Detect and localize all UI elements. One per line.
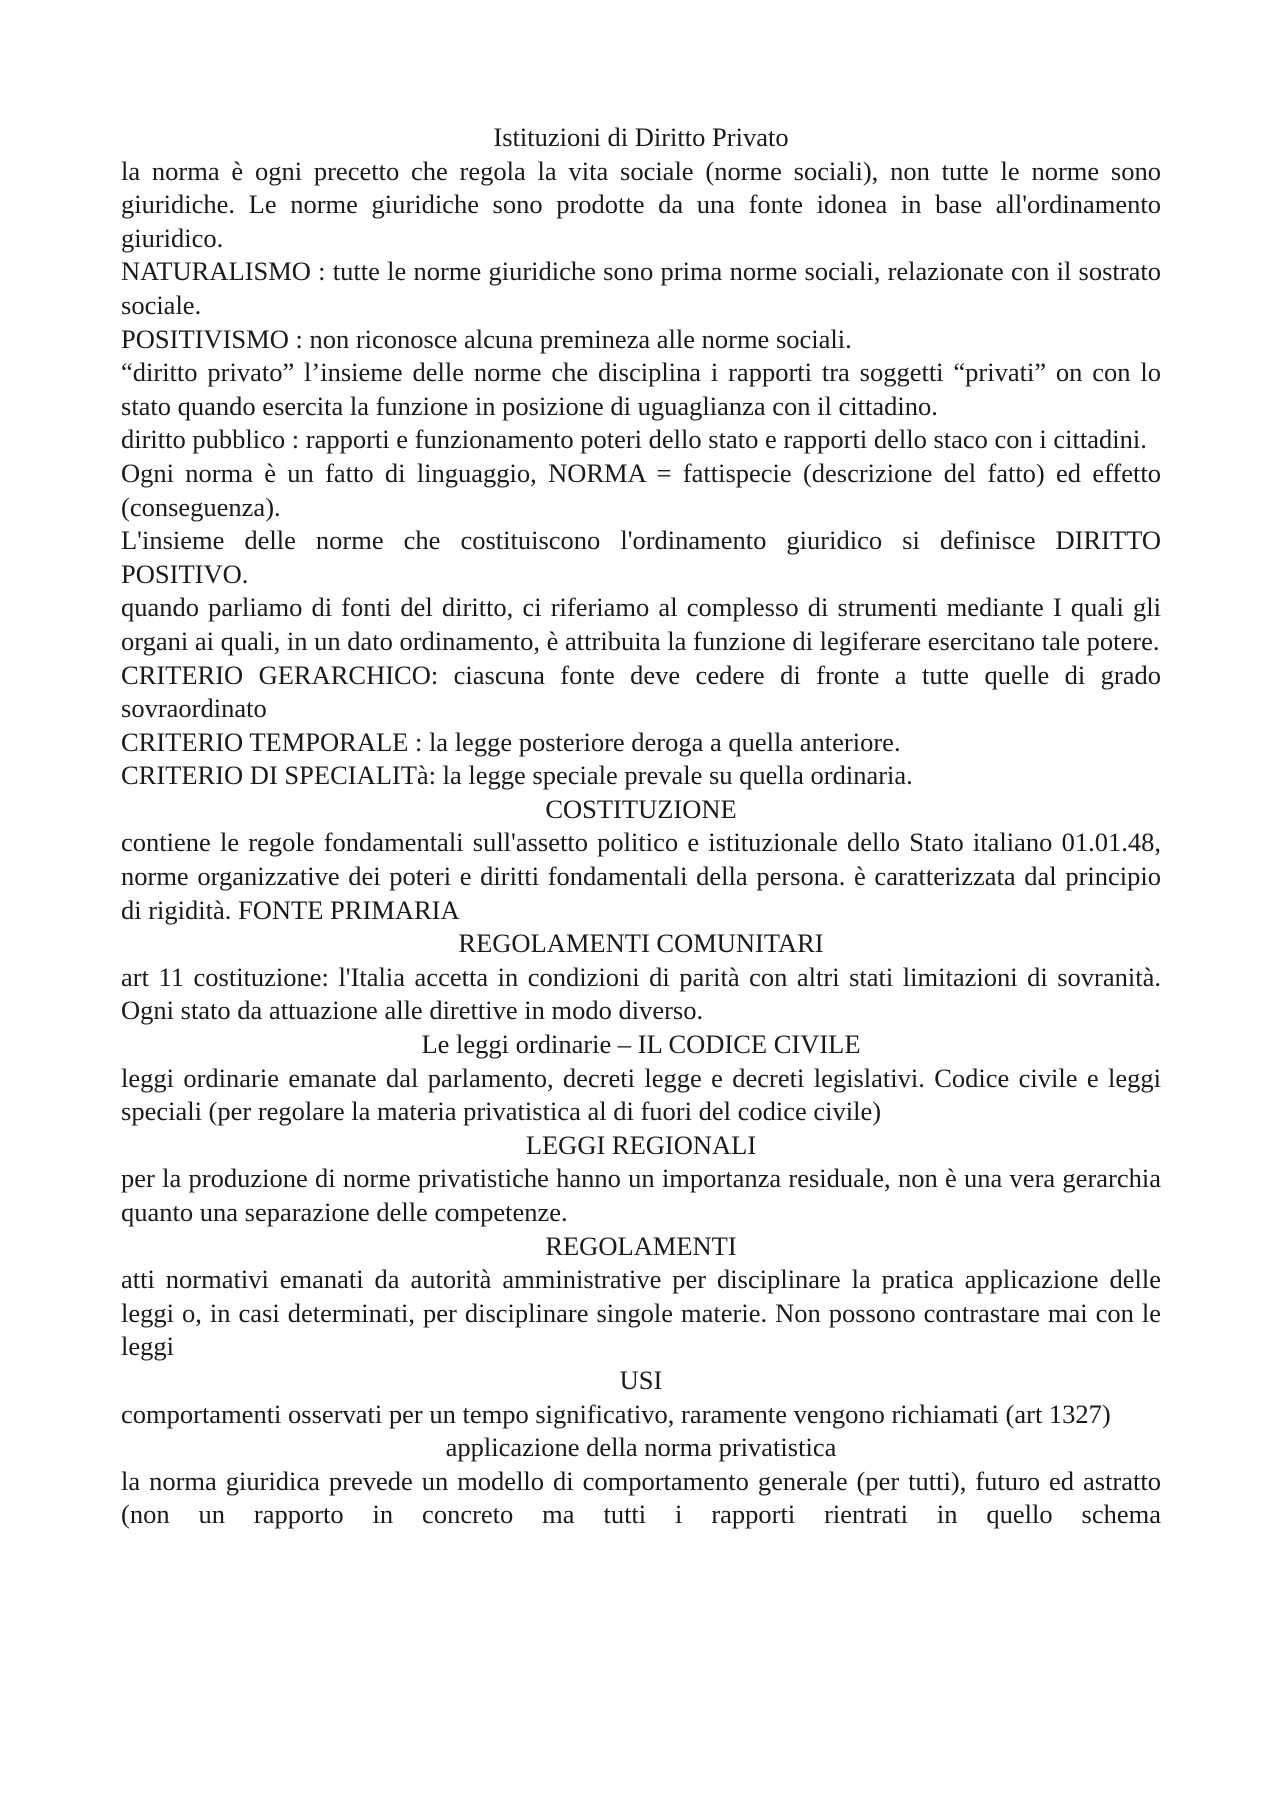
paragraph: per la produzione di norme privatistiche hanno un importanza residuale, non è una vera gerarchia quanto una separazione delle competenze. [121,1163,1161,1227]
paragraph: atti normativi emanati da autorità amministrative per disciplinare la pratica applicazione delle leggi o, in casi determinati, per disciplinare singole materie. Non possono contrastare mai con le leggi [121,1264,1161,1362]
document-title: Istituzioni di Diritto Privato [493,122,789,152]
section-heading: REGOLAMENTI [545,1230,737,1261]
paragraph: leggi ordinarie emanate dal parlamento, decreti legge e decreti legislativi. Codice civile e leggi speciali (per regolare la materia privatistica al di fuori del codice civile) [121,1062,1161,1127]
section-heading: Le leggi ordinarie – IL CODICE CIVILE [421,1029,861,1060]
document-body [121,155,1161,1532]
paragraph: la norma è ogni precetto che regola la vita sociale (norme sociali), non tutte le norme sono giuridiche. Le norme giuridiche sono prodotte da una fonte idonea in base all'ordinamento giuridico. [121,155,1161,253]
paragraph: comportamenti osservati per un tempo significativo, raramente vengono richiamati (art 1327) [121,1398,1111,1429]
paragraph: Ogni norma è un fatto di linguaggio, NORMA = fattispecie (descrizione del fatto) ed effetto (conseguenza). [121,457,1161,522]
paragraph: NATURALISMO : tutte le norme giuridiche sono prima norme sociali, relazionate con il sostrato sociale. [121,256,1161,320]
paragraph: diritto pubblico : rapporti e funzionamento poteri dello stato e rapporti dello staco con i cittadini. [121,424,1147,455]
paragraph: quando parliamo di fonti del diritto, ci riferiamo al complesso di strumenti mediante I quali gli organi ai quali, in un dato ordinamento, è attribuita la funzione di legiferare esercitano tale potere. [121,592,1161,656]
section-heading: COSTITUZIONE [545,793,737,824]
section-heading: applicazione della norma privatistica [445,1432,837,1463]
paragraph: CRITERIO DI SPECIALITà: la legge speciale prevale su quella ordinaria. [121,760,913,791]
paragraph: CRITERIO GERARCHICO: ciascuna fonte deve cedere di fronte a tutte quelle di grado sovraordinato [121,659,1161,724]
section-heading: REGOLAMENTI COMUNITARI [458,928,824,959]
paragraph: “diritto privato” l’insieme delle norme che disciplina i rapporti tra soggetti “privati” on con lo stato quando esercita la funzione in posizione di uguaglianza con il cittadino. [121,357,1161,421]
paragraph: L'insieme delle norme che costituiscono l'ordinamento giuridico si definisce DIRITTO POSITIVO. [121,525,1161,589]
paragraph: CRITERIO TEMPORALE : la legge posteriore deroga a quella anteriore. [121,726,901,757]
paragraph: POSITIVISMO : non riconosce alcuna premineza alle norme sociali. [121,323,852,354]
section-heading: USI [619,1364,663,1395]
section-heading: LEGGI REGIONALI [525,1129,757,1160]
paragraph: art 11 costituzione: l'Italia accetta in condizioni di parità con altri stati limitazioni di sovranità. Ogni stato da attuazione alle direttive in modo diverso. [121,961,1161,1026]
document-page [121,121,1161,1532]
paragraph: la norma giuridica prevede un modello di comportamento generale (per tutti), futuro ed astratto (non un rapporto in concreto ma tutti i rapporti rientrati in quello schema [121,1465,1161,1530]
paragraph: contiene le regole fondamentali sull'assetto politico e istituzionale dello Stato italiano 01.01.48, norme organizzative dei poteri e diritti fondamentali della persona. è caratterizzata dal principio di rigidità. FONTE PRIMARIA [121,827,1161,925]
